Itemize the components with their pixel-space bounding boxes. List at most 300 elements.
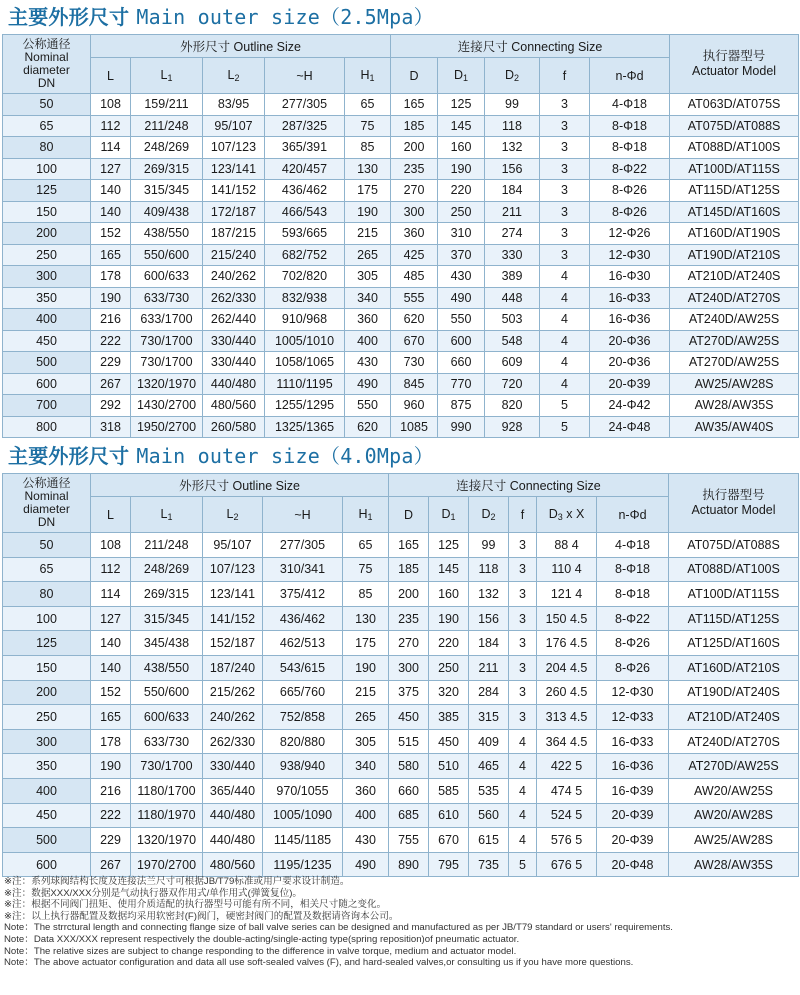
- table-cell: 265: [343, 705, 389, 730]
- table-cell: AT160D/AT190S: [670, 223, 799, 245]
- table-cell: 462/513: [263, 631, 343, 656]
- table-cell: AT210D/AT240S: [670, 266, 799, 288]
- table-cell: 20-Φ36: [590, 330, 670, 352]
- header-actuator-model: 执行器型号 Actuator Model: [669, 474, 799, 533]
- table-row: [3, 158, 799, 180]
- table-cell: 3: [540, 115, 590, 137]
- header-actuator-model: 执行器型号 Actuator Model: [670, 35, 799, 94]
- table-cell: AT088D/AT100S: [669, 557, 799, 582]
- section2-title-en: Main outer size（4.0Mpa）: [136, 444, 434, 468]
- table-cell: 389: [485, 266, 540, 288]
- table-cell: 165: [91, 244, 131, 266]
- table-cell: 65: [345, 94, 391, 116]
- table-cell: 375: [389, 680, 429, 705]
- table-cell: 215: [343, 680, 389, 705]
- table-cell: 229: [91, 828, 131, 853]
- table-cell: 440/480: [203, 373, 265, 395]
- table-cell: AT190D/AT210S: [670, 244, 799, 266]
- table-cell: 730: [391, 352, 438, 374]
- table-cell: 156: [469, 606, 509, 631]
- table-cell: 112: [91, 115, 131, 137]
- table-cell: 609: [485, 352, 540, 374]
- table-cell: 315: [469, 705, 509, 730]
- note-line: Note：The above actuator configuration and data all use soft-sealed valves (F), and hard-sealed valves,or consulting us if you have more questions.: [4, 957, 634, 969]
- table-cell: 267: [91, 852, 131, 877]
- dn-cell: 150: [3, 655, 91, 680]
- table-cell: 440/480: [203, 828, 263, 853]
- table-cell: 3: [540, 137, 590, 159]
- table-cell: 16-Φ33: [597, 729, 669, 754]
- table-row: [3, 201, 799, 223]
- dn-cell: 65: [3, 115, 91, 137]
- table-cell: 114: [91, 582, 131, 607]
- table-cell: 190: [345, 201, 391, 223]
- table-cell: AT270D/AW25S: [670, 330, 799, 352]
- table-cell: 140: [91, 201, 131, 223]
- table-cell: 345/438: [131, 631, 203, 656]
- table-cell: 3: [540, 94, 590, 116]
- table-cell: 755: [389, 828, 429, 853]
- table-cell: 145: [429, 557, 469, 582]
- table-cell: 16-Φ33: [590, 287, 670, 309]
- table-cell: 535: [469, 778, 509, 803]
- table-row: [3, 309, 799, 331]
- table-cell: 420/457: [265, 158, 345, 180]
- table-row: [3, 754, 799, 779]
- table-cell: 152: [91, 680, 131, 705]
- section2-title: [0, 439, 800, 473]
- table-cell: 187/240: [203, 655, 263, 680]
- table-cell: AW25/AW28S: [670, 373, 799, 395]
- col-header-1: $L_1$: [131, 58, 203, 94]
- table-row: [3, 557, 799, 582]
- col-header-9: $D_3$ x X: [537, 497, 597, 533]
- table-cell: 75: [345, 115, 391, 137]
- dn-cell: 200: [3, 223, 91, 245]
- table-cell: 450: [389, 705, 429, 730]
- table-cell: AW28/AW35S: [670, 395, 799, 417]
- table-cell: 310/341: [263, 557, 343, 582]
- table-cell: 5: [540, 416, 590, 438]
- header-outline-size: 外形尺寸 Outline Size: [91, 35, 391, 58]
- table-cell: 160: [438, 137, 485, 159]
- table-cell: 88 4: [537, 533, 597, 558]
- note-line: ※注：数据XXX/XXX分别是气动执行器双作用式/单作用式(弹簧复位)。: [4, 887, 302, 899]
- table-row: [3, 180, 799, 202]
- table-cell: 4: [509, 729, 537, 754]
- table-cell: 438/550: [131, 655, 203, 680]
- table-cell: 430: [438, 266, 485, 288]
- col-header-3: ~H: [263, 497, 343, 533]
- table-cell: AW20/AW25S: [669, 778, 799, 803]
- table-cell: AT100D/AT115S: [669, 582, 799, 607]
- table-cell: 576 5: [537, 828, 597, 853]
- table-row: [3, 533, 799, 558]
- table-cell: 185: [389, 557, 429, 582]
- note-line: Note：The relative sizes are subject to change responding to the difference in valve torque, medium and actuator model.: [4, 945, 517, 957]
- col-header-1: $L_1$: [131, 497, 203, 533]
- table-cell: AT075D/AT088S: [670, 115, 799, 137]
- table-cell: 364 4.5: [537, 729, 597, 754]
- table-cell: 140: [91, 631, 131, 656]
- table-cell: 165: [389, 533, 429, 558]
- table-cell: 130: [345, 158, 391, 180]
- table-cell: 145: [438, 115, 485, 137]
- table-cell: 190: [91, 754, 131, 779]
- table-cell: 600: [438, 330, 485, 352]
- header-dn: 公称通径 Nominal diameter DN: [3, 474, 91, 533]
- table-cell: 770: [438, 373, 485, 395]
- col-header-3: ~H: [265, 58, 345, 94]
- col-header-0: L: [91, 58, 131, 94]
- table-cell: 269/315: [131, 582, 203, 607]
- table-cell: 330/440: [203, 330, 265, 352]
- table-cell: AT115D/AT125S: [669, 606, 799, 631]
- table-cell: 140: [91, 180, 131, 202]
- dn-cell: 600: [3, 852, 91, 877]
- table-cell: 510: [429, 754, 469, 779]
- spec-table-2-5mpa: [2, 34, 799, 438]
- table-cell: 204 4.5: [537, 655, 597, 680]
- table-cell: 1005/1010: [265, 330, 345, 352]
- table-cell: 187/215: [203, 223, 265, 245]
- table-cell: 20-Φ48: [597, 852, 669, 877]
- note-line: ※注：以上执行器配置及数据均采用软密封(F)阀门，硬密封阀门的配置及数据请咨询本公司。: [4, 910, 399, 922]
- table-cell: 108: [91, 94, 131, 116]
- table-cell: 1325/1365: [265, 416, 345, 438]
- table-cell: 24-Φ42: [590, 395, 670, 417]
- table-cell: 1430/2700: [131, 395, 203, 417]
- table-cell: 108: [91, 533, 131, 558]
- dn-cell: 65: [3, 557, 91, 582]
- table-cell: 676 5: [537, 852, 597, 877]
- table-cell: 660: [389, 778, 429, 803]
- table-cell: 440/480: [203, 803, 263, 828]
- table-row: [3, 606, 799, 631]
- table-cell: 222: [91, 330, 131, 352]
- table-cell: 1085: [391, 416, 438, 438]
- table-cell: 16-Φ36: [597, 754, 669, 779]
- table-cell: 107/123: [203, 557, 263, 582]
- table-cell: 130: [343, 606, 389, 631]
- table-cell: AT240D/AT270S: [669, 729, 799, 754]
- col-header-5: D: [391, 58, 438, 94]
- table-cell: 1145/1185: [263, 828, 343, 853]
- table-cell: 4: [509, 754, 537, 779]
- table-cell: 274: [485, 223, 540, 245]
- table-cell: 550: [438, 309, 485, 331]
- table-cell: 360: [343, 778, 389, 803]
- table-cell: 300: [389, 655, 429, 680]
- table-row: [3, 352, 799, 374]
- table-cell: 665/760: [263, 680, 343, 705]
- table-cell: 1180/1700: [131, 778, 203, 803]
- table-cell: 107/123: [203, 137, 265, 159]
- table-cell: 4: [540, 266, 590, 288]
- table-cell: 3: [509, 582, 537, 607]
- table-cell: 970/1055: [263, 778, 343, 803]
- dn-cell: 125: [3, 631, 91, 656]
- table-cell: 730/1700: [131, 352, 203, 374]
- table-cell: 4: [540, 309, 590, 331]
- table-cell: 262/440: [203, 309, 265, 331]
- table-cell: 235: [391, 158, 438, 180]
- table-cell: 150 4.5: [537, 606, 597, 631]
- table-cell: 400: [343, 803, 389, 828]
- section1-title-en: Main outer size（2.5Mpa）: [136, 5, 434, 29]
- table-cell: 365/391: [265, 137, 345, 159]
- table-cell: AT115D/AT125S: [670, 180, 799, 202]
- table-cell: 593/665: [265, 223, 345, 245]
- table-cell: 4-Φ18: [590, 94, 670, 116]
- table-cell: 375/412: [263, 582, 343, 607]
- table-cell: 95/107: [203, 533, 263, 558]
- table-cell: 156: [485, 158, 540, 180]
- dn-cell: 800: [3, 416, 91, 438]
- dn-cell: 150: [3, 201, 91, 223]
- col-header-2: $L_2$: [203, 58, 265, 94]
- table-cell: 1255/1295: [265, 395, 345, 417]
- table-cell: 928: [485, 416, 540, 438]
- table-cell: 250: [438, 201, 485, 223]
- table-cell: 560: [469, 803, 509, 828]
- table-cell: 3: [540, 244, 590, 266]
- dn-cell: 450: [3, 330, 91, 352]
- table-cell: 313 4.5: [537, 705, 597, 730]
- table-row: [3, 266, 799, 288]
- table-cell: 425: [391, 244, 438, 266]
- table-cell: 160: [429, 582, 469, 607]
- table-cell: 474 5: [537, 778, 597, 803]
- table-row: [3, 223, 799, 245]
- col-header-10: n-Φd: [597, 497, 669, 533]
- notes-block: [4, 876, 673, 969]
- table-cell: 633/730: [131, 729, 203, 754]
- table-cell: 480/560: [203, 852, 263, 877]
- table-cell: 8-Φ18: [590, 137, 670, 159]
- col-header-4: $H_1$: [343, 497, 389, 533]
- table-cell: 262/330: [203, 287, 265, 309]
- table-cell: 820: [485, 395, 540, 417]
- table-cell: 409: [469, 729, 509, 754]
- dn-cell: 350: [3, 754, 91, 779]
- table-cell: 20-Φ36: [590, 352, 670, 374]
- table-cell: 8-Φ26: [590, 180, 670, 202]
- table-cell: AT240D/AT270S: [670, 287, 799, 309]
- table-cell: 670: [429, 828, 469, 853]
- table-cell: 110 4: [537, 557, 597, 582]
- table-cell: 720: [485, 373, 540, 395]
- table-cell: 422 5: [537, 754, 597, 779]
- table-cell: 20-Φ39: [597, 828, 669, 853]
- table-cell: 490: [438, 287, 485, 309]
- table-cell: AT270D/AW25S: [670, 352, 799, 374]
- table-cell: 832/938: [265, 287, 345, 309]
- table-cell: 235: [389, 606, 429, 631]
- table-cell: 400: [345, 330, 391, 352]
- table-cell: 125: [429, 533, 469, 558]
- table-cell: 543/615: [263, 655, 343, 680]
- table-cell: 330: [485, 244, 540, 266]
- table-cell: 215/262: [203, 680, 263, 705]
- table-cell: 184: [485, 180, 540, 202]
- table-cell: 248/269: [131, 557, 203, 582]
- table-cell: 4: [509, 803, 537, 828]
- table-cell: 152: [91, 223, 131, 245]
- table-cell: 211/248: [131, 115, 203, 137]
- table-cell: 385: [429, 705, 469, 730]
- table-cell: 185: [391, 115, 438, 137]
- table-cell: 318: [91, 416, 131, 438]
- table-cell: 620: [345, 416, 391, 438]
- table-cell: 845: [391, 373, 438, 395]
- table-cell: 515: [389, 729, 429, 754]
- col-header-6: $D_1$: [429, 497, 469, 533]
- table-cell: 524 5: [537, 803, 597, 828]
- table-cell: 265: [345, 244, 391, 266]
- dn-cell: 500: [3, 352, 91, 374]
- table-cell: 184: [469, 631, 509, 656]
- table-cell: 448: [485, 287, 540, 309]
- table-row: [3, 729, 799, 754]
- table-cell: 480/560: [203, 395, 265, 417]
- note-line: Note：The strrctural length and connecting flange size of ball valve series can be designed and manufactured as per JB/T79 standard or users' requirements.: [4, 922, 673, 934]
- table-cell: 580: [389, 754, 429, 779]
- table-cell: 215/240: [203, 244, 265, 266]
- table-row: [3, 115, 799, 137]
- table-cell: 190: [438, 158, 485, 180]
- table-cell: 1110/1195: [265, 373, 345, 395]
- table-cell: 305: [343, 729, 389, 754]
- table-cell: 4: [509, 828, 537, 853]
- col-header-5: D: [389, 497, 429, 533]
- table-cell: 450: [429, 729, 469, 754]
- table-cell: 8-Φ22: [597, 606, 669, 631]
- table-cell: 1058/1065: [265, 352, 345, 374]
- table-cell: 503: [485, 309, 540, 331]
- table-cell: 8-Φ26: [597, 655, 669, 680]
- table-cell: 490: [343, 852, 389, 877]
- table-cell: 85: [343, 582, 389, 607]
- table-cell: 99: [485, 94, 540, 116]
- table-cell: 175: [345, 180, 391, 202]
- dn-cell: 250: [3, 244, 91, 266]
- table-cell: 633/1700: [131, 309, 203, 331]
- table-cell: 600/633: [131, 705, 203, 730]
- header-connecting-size: 连接尺寸 Connecting Size: [389, 474, 669, 497]
- table-cell: AT145D/AT160S: [670, 201, 799, 223]
- table-cell: 8-Φ18: [590, 115, 670, 137]
- table-cell: 190: [91, 287, 131, 309]
- table-cell: 330/440: [203, 754, 263, 779]
- table-cell: AT063D/AT075S: [670, 94, 799, 116]
- table-cell: 4: [540, 352, 590, 374]
- table-cell: 284: [469, 680, 509, 705]
- dn-cell: 100: [3, 606, 91, 631]
- table-cell: 152/187: [203, 631, 263, 656]
- table-row: [3, 655, 799, 680]
- table-cell: 305: [345, 266, 391, 288]
- table-cell: 269/315: [131, 158, 203, 180]
- table-cell: AT240D/AW25S: [670, 309, 799, 331]
- col-header-4: $H_1$: [345, 58, 391, 94]
- table-cell: 75: [343, 557, 389, 582]
- table-cell: 220: [438, 180, 485, 202]
- col-header-8: f: [540, 58, 590, 94]
- note-line: Note：Data XXX/XXX represent respectively the double-acting/single-acting type(spring reposition)of pneumatic actuator.: [4, 933, 520, 945]
- table-cell: 277/305: [263, 533, 343, 558]
- table-cell: 132: [469, 582, 509, 607]
- table-cell: 211/248: [131, 533, 203, 558]
- table-cell: 20-Φ39: [597, 803, 669, 828]
- table-cell: AT270D/AW25S: [669, 754, 799, 779]
- table-cell: 99: [469, 533, 509, 558]
- table-row: [3, 680, 799, 705]
- table-cell: AT088D/AT100S: [670, 137, 799, 159]
- table-row: [3, 582, 799, 607]
- table-cell: 165: [91, 705, 131, 730]
- table-cell: 1320/1970: [131, 373, 203, 395]
- col-header-7: $D_2$: [469, 497, 509, 533]
- table-cell: 365/440: [203, 778, 263, 803]
- table-cell: 132: [485, 137, 540, 159]
- table-cell: 340: [345, 287, 391, 309]
- table-cell: 310: [438, 223, 485, 245]
- table-cell: 190: [343, 655, 389, 680]
- col-header-8: f: [509, 497, 537, 533]
- table-row: [3, 244, 799, 266]
- table-cell: 315/345: [131, 606, 203, 631]
- table-cell: AW28/AW35S: [669, 852, 799, 877]
- table-cell: 1950/2700: [131, 416, 203, 438]
- table-cell: 3: [509, 606, 537, 631]
- dn-cell: 50: [3, 533, 91, 558]
- table-cell: 215: [345, 223, 391, 245]
- table-cell: 360: [345, 309, 391, 331]
- table-cell: 730/1700: [131, 754, 203, 779]
- table-cell: 16-Φ39: [597, 778, 669, 803]
- table-cell: 141/152: [203, 606, 263, 631]
- table-cell: 409/438: [131, 201, 203, 223]
- table-cell: 200: [391, 137, 438, 159]
- table-cell: 585: [429, 778, 469, 803]
- table-cell: AT125D/AT160S: [669, 631, 799, 656]
- table-cell: 3: [509, 533, 537, 558]
- table-cell: 12-Φ33: [597, 705, 669, 730]
- table-cell: 1180/1970: [131, 803, 203, 828]
- table-cell: 485: [391, 266, 438, 288]
- table-cell: 127: [91, 606, 131, 631]
- table-cell: AW20/AW28S: [669, 803, 799, 828]
- dn-cell: 100: [3, 158, 91, 180]
- table-cell: 3: [509, 631, 537, 656]
- table-cell: AW35/AW40S: [670, 416, 799, 438]
- table-cell: 490: [345, 373, 391, 395]
- table-cell: 114: [91, 137, 131, 159]
- table-cell: 730/1700: [131, 330, 203, 352]
- table-cell: 8-Φ26: [590, 201, 670, 223]
- table-row: [3, 852, 799, 877]
- table-cell: 159/211: [131, 94, 203, 116]
- dn-cell: 300: [3, 266, 91, 288]
- header-dn: 公称通径 Nominal diameter DN: [3, 35, 91, 94]
- col-header-9: n-Φd: [590, 58, 670, 94]
- table-cell: 12-Φ26: [590, 223, 670, 245]
- table-cell: 875: [438, 395, 485, 417]
- table-cell: 990: [438, 416, 485, 438]
- table-cell: 752/858: [263, 705, 343, 730]
- table-cell: 190: [429, 606, 469, 631]
